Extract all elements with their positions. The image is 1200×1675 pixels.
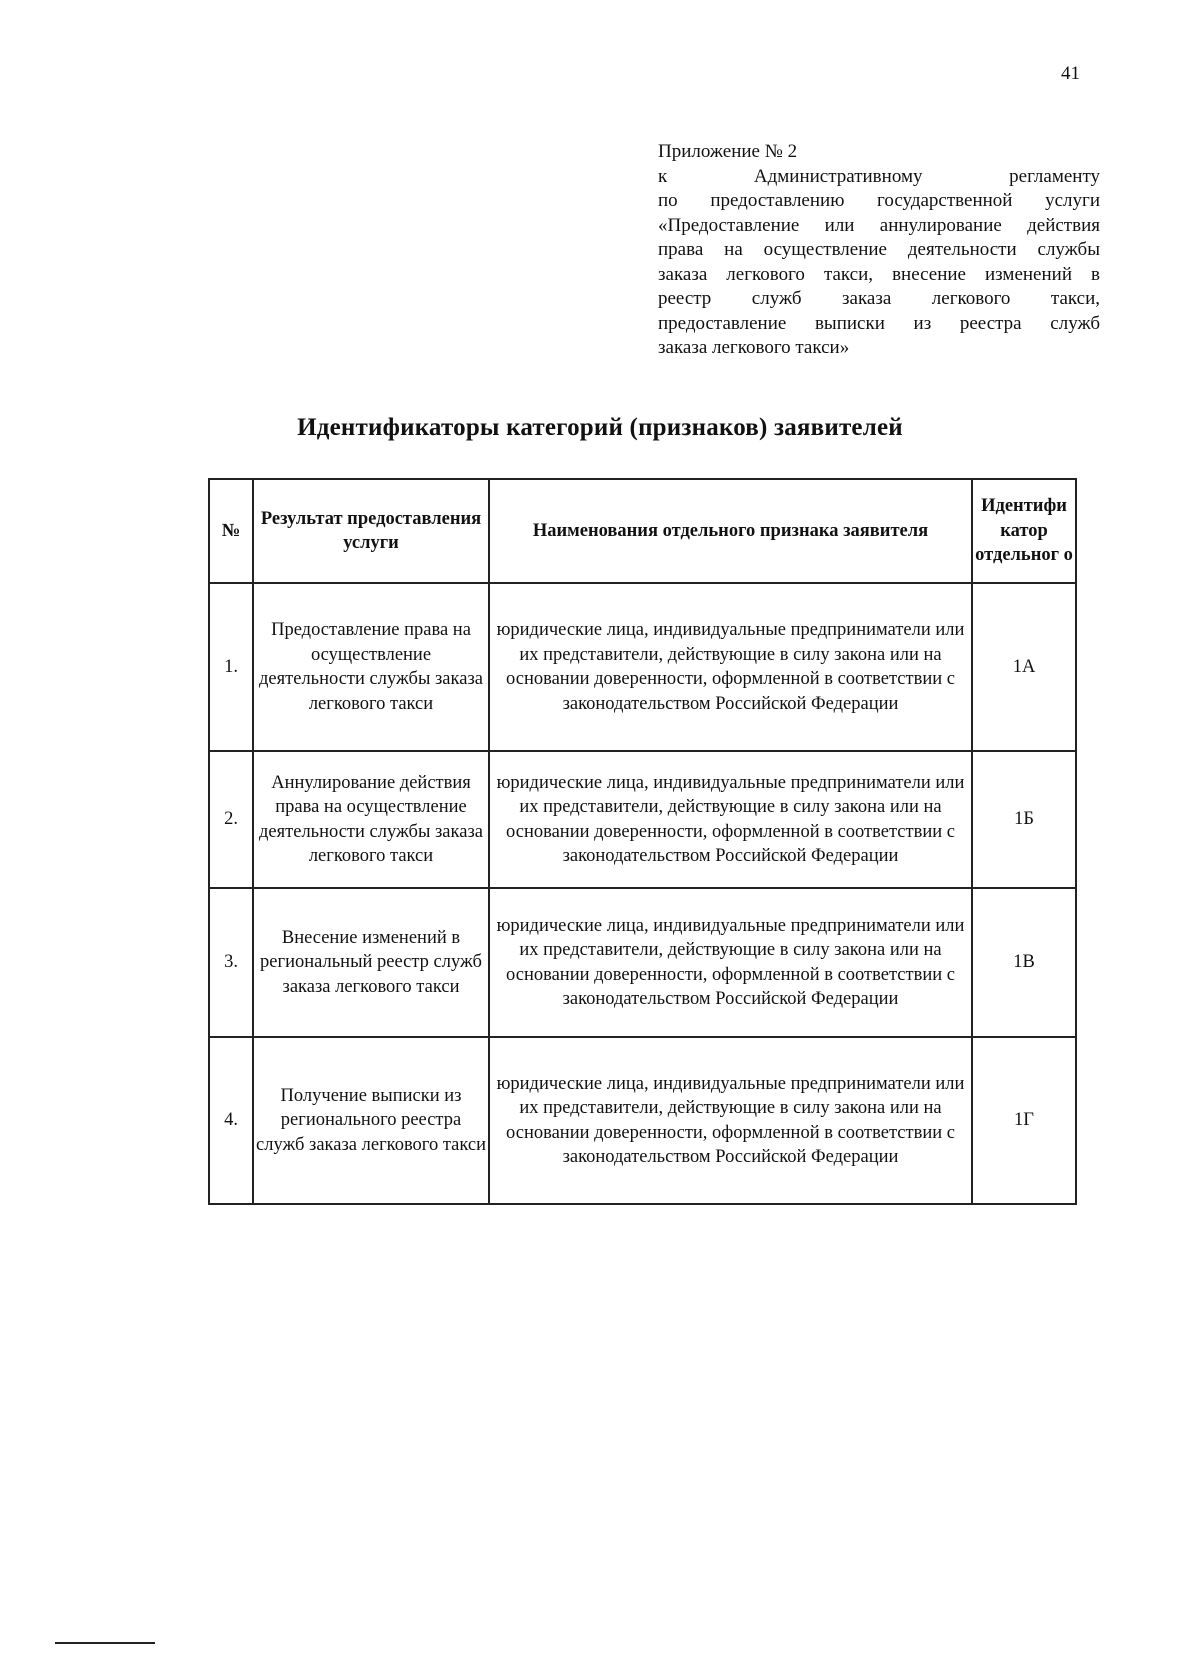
appendix-line: «Предоставление или аннулирование действия (658, 214, 1100, 236)
row-name: юридические лица, индивидуальные предприниматели или их представители, действующие в силу закона или на основании доверенности, оформленной в соответствии с законодательством Российской Федерации (489, 583, 972, 751)
row-num: 2. (209, 751, 253, 888)
appendix-line: к Административному регламенту (658, 165, 1100, 187)
table-row (209, 888, 1076, 1037)
identifiers-table (208, 478, 1077, 1205)
header-id: Идентифи катор отдельног о (972, 479, 1076, 583)
appendix-block (658, 140, 1100, 361)
appendix-line: предоставление выписки из реестра служб (658, 312, 1100, 334)
appendix-line: заказа легкового такси, внесение изменений в (658, 263, 1100, 285)
header-result: Результат предоставления услуги (253, 479, 489, 583)
row-name: юридические лица, индивидуальные предприниматели или их представители, действующие в силу закона или на основании доверенности, оформленной в соответствии с законодательством Российской Федерации (489, 751, 972, 888)
row-name: юридические лица, индивидуальные предприниматели или их представители, действующие в силу закона или на основании доверенности, оформленной в соответствии с законодательством Российской Федерации (489, 1037, 972, 1204)
row-id: 1А (972, 583, 1076, 751)
page-number: 41 (1061, 63, 1080, 84)
table-header-row (209, 479, 1076, 583)
table-row (209, 583, 1076, 751)
table-row (209, 1037, 1076, 1204)
row-result: Аннулирование действия права на осуществление деятельности службы заказа легкового такси (253, 751, 489, 888)
appendix-line: права на осуществление деятельности службы (658, 239, 1100, 260)
row-result: Внесение изменений в региональный реестр служб заказа легкового такси (253, 888, 489, 1037)
appendix-line: заказа легкового такси» (658, 337, 850, 358)
row-num: 1. (209, 583, 253, 751)
row-num: 4. (209, 1037, 253, 1204)
document-title: Идентификаторы категорий (признаков) заявителей (297, 414, 903, 441)
row-id: 1В (972, 888, 1076, 1037)
row-result: Получение выписки из регионального реестра служб заказа легкового такси (253, 1037, 489, 1204)
row-id: 1Б (972, 751, 1076, 888)
row-num: 3. (209, 888, 253, 1037)
header-name: Наименования отдельного признака заявителя (489, 479, 972, 583)
appendix-line: по предоставлению государственной услуги (658, 190, 1100, 211)
header-num: № (209, 479, 253, 583)
table-row (209, 751, 1076, 888)
footer-divider (55, 1642, 155, 1644)
row-result: Предоставление права на осуществление деятельности службы заказа легкового такси (253, 583, 489, 751)
row-id: 1Г (972, 1037, 1076, 1204)
appendix-line: Приложение № 2 (658, 141, 798, 162)
appendix-line: реестр служб заказа легкового такси, (658, 288, 1100, 309)
row-name: юридические лица, индивидуальные предприниматели или их представители, действующие в силу закона или на основании доверенности, оформленной в соответствии с законодательством Российской Федерации (489, 888, 972, 1037)
